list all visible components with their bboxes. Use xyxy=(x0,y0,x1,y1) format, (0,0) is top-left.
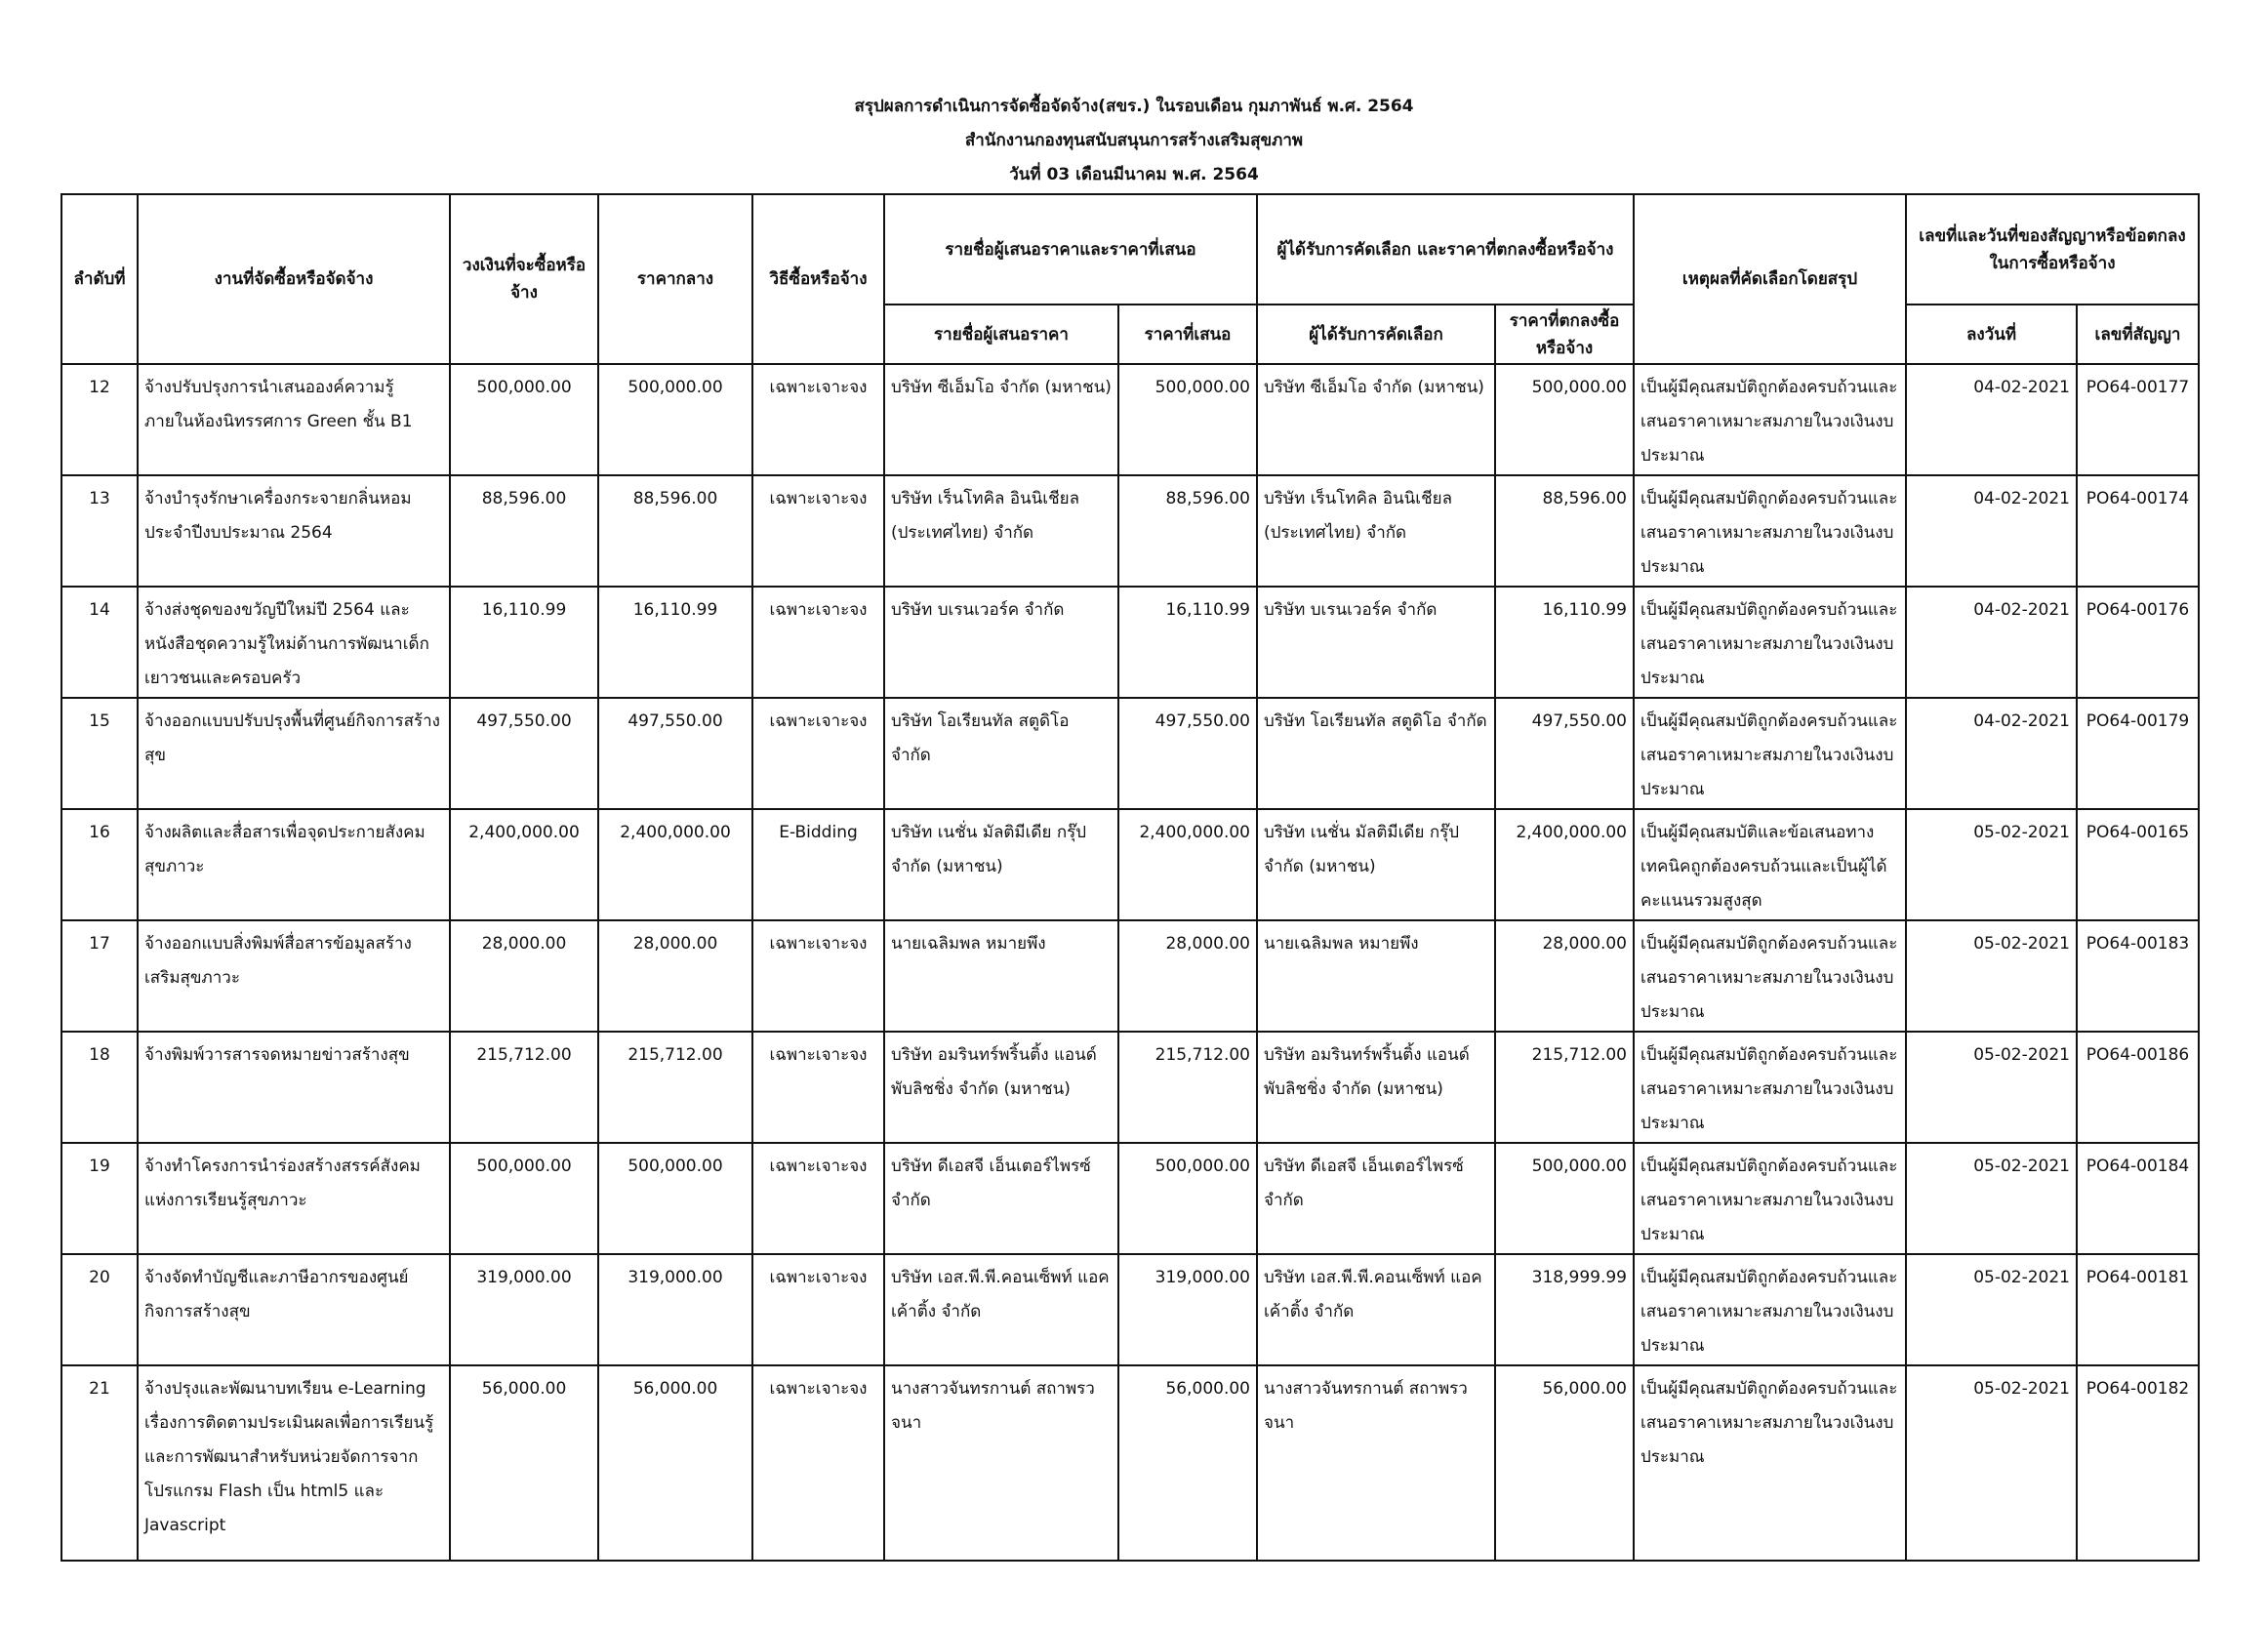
col-header-contract-group: เลขที่และวันที่ของสัญญาหรือข้อตกลงในการซื้อหรือจ้าง xyxy=(1906,194,2199,305)
cell-agreed-price: 16,110.99 xyxy=(1495,587,1634,698)
cell-bid-price: 16,110.99 xyxy=(1118,587,1257,698)
cell-contract-date: 05-02-2021 xyxy=(1906,1365,2077,1561)
cell-contract-date: 04-02-2021 xyxy=(1906,698,2077,809)
cell-median-price: 319,000.00 xyxy=(598,1254,752,1365)
table-row xyxy=(61,920,2199,1032)
col-header-selected-name: ผู้ได้รับการคัดเลือก xyxy=(1257,305,1495,364)
table-row xyxy=(61,1365,2199,1561)
cell-budget: 215,712.00 xyxy=(450,1032,598,1143)
cell-contract-no: PO64-00165 xyxy=(2077,809,2199,920)
cell-agreed-price: 500,000.00 xyxy=(1495,1143,1634,1254)
cell-selected-name: นางสาวจันทรกานต์ สถาพรวจนา xyxy=(1257,1365,1495,1561)
cell-selected-name: บริษัท อมรินทร์พริ้นติ้ง แอนด์ พับลิชชิ่ง จำกัด (มหาชน) xyxy=(1257,1032,1495,1143)
cell-agreed-price: 56,000.00 xyxy=(1495,1365,1634,1561)
cell-reason: เป็นผู้มีคุณสมบัติถูกต้องครบถ้วนและเสนอราคาเหมาะสมภายในวงเงินงบประมาณ xyxy=(1634,587,1906,698)
table-row xyxy=(61,809,2199,920)
cell-agreed-price: 2,400,000.00 xyxy=(1495,809,1634,920)
cell-method: เฉพาะเจาะจง xyxy=(752,698,884,809)
cell-reason: เป็นผู้มีคุณสมบัติถูกต้องครบถ้วนและเสนอราคาเหมาะสมภายในวงเงินงบประมาณ xyxy=(1634,1254,1906,1365)
document-header xyxy=(0,90,2268,192)
table-body xyxy=(61,364,2199,1561)
cell-work: จ้างผลิตและสื่อสารเพื่อจุดประกายสังคมสุขภาวะ xyxy=(138,809,450,920)
cell-bidder-name: บริษัท บเรนเวอร์ค จำกัด xyxy=(884,587,1118,698)
cell-contract-no: PO64-00183 xyxy=(2077,920,2199,1032)
cell-work: จ้างส่งชุดของขวัญปีใหม่ปี 2564 และหนังสือชุดความรู้ใหม่ด้านการพัฒนาเด็กเยาวชนและครอบครัว xyxy=(138,587,450,698)
cell-bidder-name: บริษัท อมรินทร์พริ้นติ้ง แอนด์ พับลิชชิ่ง จำกัด (มหาชน) xyxy=(884,1032,1118,1143)
cell-work: จ้างปรับปรุงการนำเสนอองค์ความรู้ภายในห้องนิทรรศการ Green ชั้น B1 xyxy=(138,364,450,475)
cell-work: จ้างปรุงและพัฒนาบทเรียน e-Learning เรื่องการติดตามประเมินผลเพื่อการเรียนรู้และการพัฒนาสำหรับหน่วยจัดการจากโปรแกรม Flash เป็น html5 และ Javascript xyxy=(138,1365,450,1561)
cell-method: เฉพาะเจาะจง xyxy=(752,364,884,475)
cell-method: เฉพาะเจาะจง xyxy=(752,1365,884,1561)
cell-bidder-name: นางสาวจันทรกานต์ สถาพรวจนา xyxy=(884,1365,1118,1561)
cell-bidder-name: บริษัท โอเรียนทัล สตูดิโอ จำกัด xyxy=(884,698,1118,809)
document-date: วันที่ 03 เดือนมีนาคม พ.ศ. 2564 xyxy=(1009,165,1259,184)
cell-bid-price: 215,712.00 xyxy=(1118,1032,1257,1143)
cell-contract-date: 05-02-2021 xyxy=(1906,1143,2077,1254)
cell-selected-name: บริษัท ดีเอสจี เอ็นเตอร์ไพรซ์ จำกัด xyxy=(1257,1143,1495,1254)
cell-reason: เป็นผู้มีคุณสมบัติถูกต้องครบถ้วนและเสนอราคาเหมาะสมภายในวงเงินงบประมาณ xyxy=(1634,364,1906,475)
col-header-method: วิธีซื้อหรือจ้าง xyxy=(752,194,884,364)
cell-method: E-Bidding xyxy=(752,809,884,920)
table-row xyxy=(61,587,2199,698)
cell-bid-price: 56,000.00 xyxy=(1118,1365,1257,1561)
cell-reason: เป็นผู้มีคุณสมบัติถูกต้องครบถ้วนและเสนอราคาเหมาะสมภายในวงเงินงบประมาณ xyxy=(1634,475,1906,587)
col-header-reason: เหตุผลที่คัดเลือกโดยสรุป xyxy=(1634,194,1906,364)
cell-bid-price: 88,596.00 xyxy=(1118,475,1257,587)
cell-agreed-price: 28,000.00 xyxy=(1495,920,1634,1032)
cell-method: เฉพาะเจาะจง xyxy=(752,1254,884,1365)
cell-bid-price: 500,000.00 xyxy=(1118,364,1257,475)
cell-contract-no: PO64-00186 xyxy=(2077,1032,2199,1143)
table-row xyxy=(61,475,2199,587)
cell-contract-no: PO64-00176 xyxy=(2077,587,2199,698)
cell-method: เฉพาะเจาะจง xyxy=(752,920,884,1032)
col-header-selected-group: ผู้ได้รับการคัดเลือก และราคาที่ตกลงซื้อหรือจ้าง xyxy=(1257,194,1634,305)
cell-no: 15 xyxy=(61,698,138,809)
cell-contract-date: 04-02-2021 xyxy=(1906,587,2077,698)
col-header-bidders-group: รายชื่อผู้เสนอราคาและราคาที่เสนอ xyxy=(884,194,1257,305)
cell-contract-no: PO64-00174 xyxy=(2077,475,2199,587)
cell-contract-no: PO64-00181 xyxy=(2077,1254,2199,1365)
cell-work: จ้างออกแบบสิ่งพิมพ์สื่อสารข้อมูลสร้างเสริมสุขภาวะ xyxy=(138,920,450,1032)
col-header-no: ลำดับที่ xyxy=(61,194,138,364)
cell-bidder-name: นายเฉลิมพล หมายพึง xyxy=(884,920,1118,1032)
cell-method: เฉพาะเจาะจง xyxy=(752,1143,884,1254)
cell-budget: 16,110.99 xyxy=(450,587,598,698)
cell-bid-price: 500,000.00 xyxy=(1118,1143,1257,1254)
table-row xyxy=(61,1143,2199,1254)
col-header-contract-date: ลงวันที่ xyxy=(1906,305,2077,364)
cell-contract-no: PO64-00179 xyxy=(2077,698,2199,809)
col-header-work: งานที่จัดซื้อหรือจัดจ้าง xyxy=(138,194,450,364)
col-header-median-price: ราคากลาง xyxy=(598,194,752,364)
cell-median-price: 215,712.00 xyxy=(598,1032,752,1143)
cell-median-price: 16,110.99 xyxy=(598,587,752,698)
cell-work: จ้างจัดทำบัญชีและภาษีอากรของศูนย์กิจการสร้างสุข xyxy=(138,1254,450,1365)
cell-contract-date: 05-02-2021 xyxy=(1906,920,2077,1032)
cell-method: เฉพาะเจาะจง xyxy=(752,475,884,587)
cell-bidder-name: บริษัท ซีเอ็มโอ จำกัด (มหาชน) xyxy=(884,364,1118,475)
cell-method: เฉพาะเจาะจง xyxy=(752,587,884,698)
cell-reason: เป็นผู้มีคุณสมบัติและข้อเสนอทางเทคนิคถูกต้องครบถ้วนและเป็นผู้ได้คะแนนรวมสูงสุด xyxy=(1634,809,1906,920)
cell-median-price: 28,000.00 xyxy=(598,920,752,1032)
cell-selected-name: นายเฉลิมพล หมายพึง xyxy=(1257,920,1495,1032)
cell-no: 14 xyxy=(61,587,138,698)
cell-contract-date: 05-02-2021 xyxy=(1906,1032,2077,1143)
cell-budget: 500,000.00 xyxy=(450,1143,598,1254)
cell-budget: 319,000.00 xyxy=(450,1254,598,1365)
table-row xyxy=(61,1254,2199,1365)
table-row xyxy=(61,1032,2199,1143)
table-row xyxy=(61,698,2199,809)
cell-median-price: 497,550.00 xyxy=(598,698,752,809)
cell-reason: เป็นผู้มีคุณสมบัติถูกต้องครบถ้วนและเสนอราคาเหมาะสมภายในวงเงินงบประมาณ xyxy=(1634,1365,1906,1561)
col-header-bidder-name: รายชื่อผู้เสนอราคา xyxy=(884,305,1118,364)
cell-selected-name: บริษัท เอส.พี.พี.คอนเซ็พท์ แอค เค้าติ้ง จำกัด xyxy=(1257,1254,1495,1365)
cell-median-price: 500,000.00 xyxy=(598,1143,752,1254)
col-header-budget: วงเงินที่จะซื้อหรือจ้าง xyxy=(450,194,598,364)
cell-no: 13 xyxy=(61,475,138,587)
cell-no: 12 xyxy=(61,364,138,475)
organization-name: สำนักงานกองทุนสนับสนุนการสร้างเสริมสุขภาพ xyxy=(964,131,1304,150)
cell-bidder-name: บริษัท เอส.พี.พี.คอนเซ็พท์ แอค เค้าติ้ง จำกัด xyxy=(884,1254,1118,1365)
cell-agreed-price: 88,596.00 xyxy=(1495,475,1634,587)
document-title: สรุปผลการดำเนินการจัดซื้อจัดจ้าง(สขร.) ในรอบเดือน กุมภาพันธ์ พ.ศ. 2564 xyxy=(854,97,1414,116)
cell-bid-price: 497,550.00 xyxy=(1118,698,1257,809)
cell-bidder-name: บริษัท ดีเอสจี เอ็นเตอร์ไพรซ์ จำกัด xyxy=(884,1143,1118,1254)
table-row xyxy=(61,364,2199,475)
cell-median-price: 88,596.00 xyxy=(598,475,752,587)
cell-agreed-price: 497,550.00 xyxy=(1495,698,1634,809)
cell-budget: 28,000.00 xyxy=(450,920,598,1032)
cell-agreed-price: 215,712.00 xyxy=(1495,1032,1634,1143)
cell-reason: เป็นผู้มีคุณสมบัติถูกต้องครบถ้วนและเสนอราคาเหมาะสมภายในวงเงินงบประมาณ xyxy=(1634,1032,1906,1143)
cell-bid-price: 28,000.00 xyxy=(1118,920,1257,1032)
cell-median-price: 2,400,000.00 xyxy=(598,809,752,920)
cell-contract-date: 05-02-2021 xyxy=(1906,1254,2077,1365)
cell-budget: 497,550.00 xyxy=(450,698,598,809)
cell-contract-no: PO64-00177 xyxy=(2077,364,2199,475)
col-header-bid-price: ราคาที่เสนอ xyxy=(1118,305,1257,364)
cell-contract-date: 04-02-2021 xyxy=(1906,475,2077,587)
cell-bidder-name: บริษัท เร็นโทคิล อินนิเชียล (ประเทศไทย) จำกัด xyxy=(884,475,1118,587)
cell-reason: เป็นผู้มีคุณสมบัติถูกต้องครบถ้วนและเสนอราคาเหมาะสมภายในวงเงินงบประมาณ xyxy=(1634,1143,1906,1254)
col-header-contract-no: เลขที่สัญญา xyxy=(2077,305,2199,364)
cell-budget: 500,000.00 xyxy=(450,364,598,475)
cell-work: จ้างบำรุงรักษาเครื่องกระจายกลิ่นหอมประจำปีงบประมาณ 2564 xyxy=(138,475,450,587)
table-header xyxy=(61,194,2199,364)
cell-reason: เป็นผู้มีคุณสมบัติถูกต้องครบถ้วนและเสนอราคาเหมาะสมภายในวงเงินงบประมาณ xyxy=(1634,920,1906,1032)
cell-selected-name: บริษัท เร็นโทคิล อินนิเชียล (ประเทศไทย) จำกัด xyxy=(1257,475,1495,587)
cell-contract-no: PO64-00184 xyxy=(2077,1143,2199,1254)
cell-work: จ้างออกแบบปรับปรุงพื้นที่ศูนย์กิจการสร้างสุข xyxy=(138,698,450,809)
cell-agreed-price: 318,999.99 xyxy=(1495,1254,1634,1365)
cell-bidder-name: บริษัท เนชั่น มัลติมีเดีย กรุ๊ป จำกัด (มหาชน) xyxy=(884,809,1118,920)
cell-no: 18 xyxy=(61,1032,138,1143)
cell-selected-name: บริษัท โอเรียนทัล สตูดิโอ จำกัด xyxy=(1257,698,1495,809)
cell-selected-name: บริษัท ซีเอ็มโอ จำกัด (มหาชน) xyxy=(1257,364,1495,475)
cell-no: 19 xyxy=(61,1143,138,1254)
cell-reason: เป็นผู้มีคุณสมบัติถูกต้องครบถ้วนและเสนอราคาเหมาะสมภายในวงเงินงบประมาณ xyxy=(1634,698,1906,809)
cell-contract-date: 05-02-2021 xyxy=(1906,809,2077,920)
procurement-table xyxy=(61,193,2200,1562)
cell-budget: 2,400,000.00 xyxy=(450,809,598,920)
cell-no: 21 xyxy=(61,1365,138,1561)
col-header-agreed-price: ราคาที่ตกลงซื้อหรือจ้าง xyxy=(1495,305,1634,364)
cell-contract-date: 04-02-2021 xyxy=(1906,364,2077,475)
cell-work: จ้างพิมพ์วารสารจดหมายข่าวสร้างสุข xyxy=(138,1032,450,1143)
cell-median-price: 500,000.00 xyxy=(598,364,752,475)
cell-bid-price: 319,000.00 xyxy=(1118,1254,1257,1365)
cell-no: 17 xyxy=(61,920,138,1032)
cell-method: เฉพาะเจาะจง xyxy=(752,1032,884,1143)
cell-budget: 56,000.00 xyxy=(450,1365,598,1561)
cell-selected-name: บริษัท เนชั่น มัลติมีเดีย กรุ๊ป จำกัด (มหาชน) xyxy=(1257,809,1495,920)
cell-budget: 88,596.00 xyxy=(450,475,598,587)
cell-selected-name: บริษัท บเรนเวอร์ค จำกัด xyxy=(1257,587,1495,698)
cell-no: 16 xyxy=(61,809,138,920)
cell-work: จ้างทำโครงการนำร่องสร้างสรรค์สังคมแห่งการเรียนรู้สุขภาวะ xyxy=(138,1143,450,1254)
cell-median-price: 56,000.00 xyxy=(598,1365,752,1561)
cell-agreed-price: 500,000.00 xyxy=(1495,364,1634,475)
cell-contract-no: PO64-00182 xyxy=(2077,1365,2199,1561)
cell-no: 20 xyxy=(61,1254,138,1365)
cell-bid-price: 2,400,000.00 xyxy=(1118,809,1257,920)
